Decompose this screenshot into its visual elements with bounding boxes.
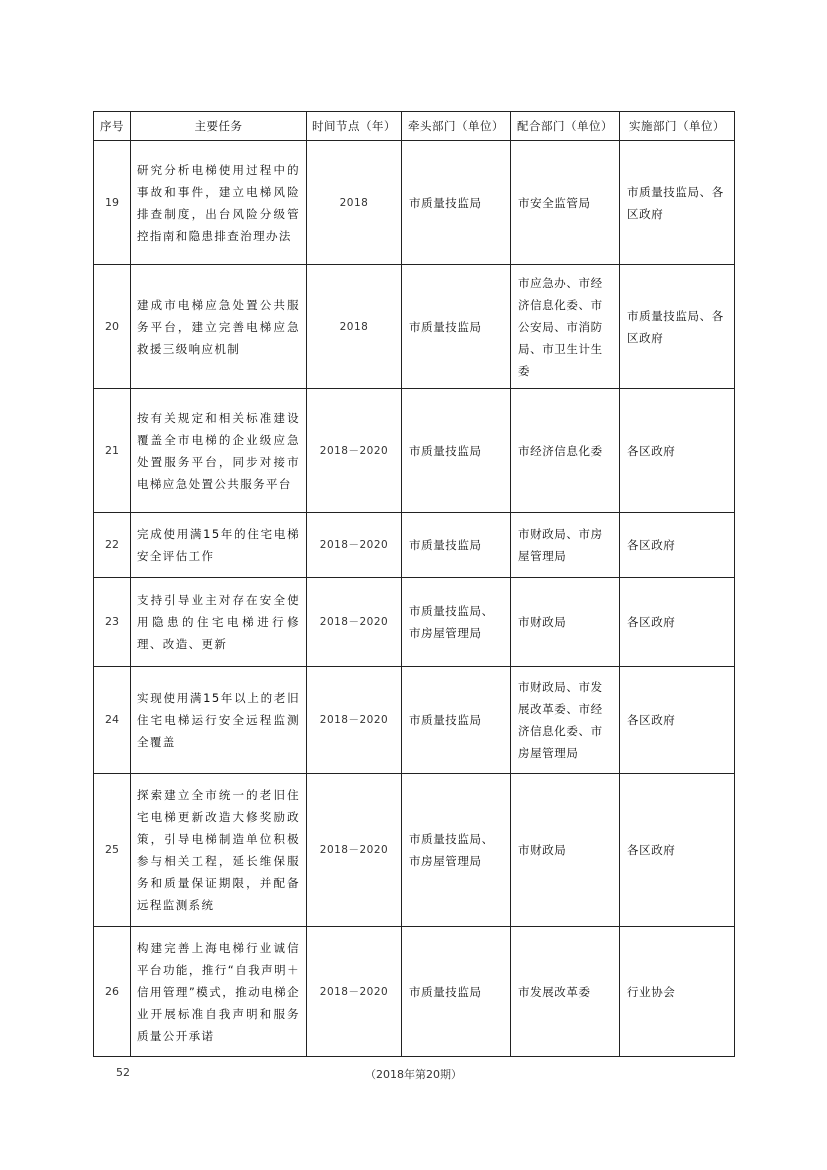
row-number: 21 [94,389,131,513]
table-row [94,774,735,927]
row-coop-dept: 市财政局、市房屋管理局 [511,513,620,578]
row-number: 19 [94,141,131,265]
tasks-table [93,111,735,1057]
row-lead-dept: 市质量技监局 [402,927,511,1057]
row-impl-dept: 行业协会 [620,927,735,1057]
row-task: 探索建立全市统一的老旧住宅电梯更新改造大修奖励政策，引导电梯制造单位积极参与相关工程，延长维保服务和质量保证期限，并配备远程监测系统 [131,774,307,927]
row-coop-dept: 市财政局 [511,578,620,667]
header-impl: 实施部门（单位） [620,112,735,141]
row-lead-dept: 市质量技监局、市房屋管理局 [402,774,511,927]
row-coop-dept: 市财政局 [511,774,620,927]
table-row [94,927,735,1057]
header-time: 时间节点（年） [307,112,402,141]
row-impl-dept: 市质量技监局、各区政府 [620,265,735,389]
header-lead: 牵头部门（单位） [402,112,511,141]
row-lead-dept: 市质量技监局 [402,389,511,513]
row-coop-dept: 市安全监管局 [511,141,620,265]
row-impl-dept: 各区政府 [620,667,735,774]
row-time: 2018－2020 [307,667,402,774]
row-lead-dept: 市质量技监局 [402,265,511,389]
row-task: 构建完善上海电梯行业诚信平台功能，推行“自我声明＋信用管理”模式，推动电梯企业开展标准自我声明和服务质量公开承诺 [131,927,307,1057]
row-number: 24 [94,667,131,774]
row-task: 实现使用满15年以上的老旧住宅电梯运行安全远程监测全覆盖 [131,667,307,774]
table-row [94,141,735,265]
row-task: 建成市电梯应急处置公共服务平台，建立完善电梯应急救援三级响应机制 [131,265,307,389]
row-task: 支持引导业主对存在安全使用隐患的住宅电梯进行修理、改造、更新 [131,578,307,667]
header-task: 主要任务 [131,112,307,141]
row-number: 20 [94,265,131,389]
row-task: 按有关规定和相关标准建设覆盖全市电梯的企业级应急处置服务平台，同步对接市电梯应急处置公共服务平台 [131,389,307,513]
row-lead-dept: 市质量技监局 [402,141,511,265]
table-row [94,667,735,774]
row-time: 2018－2020 [307,774,402,927]
row-number: 22 [94,513,131,578]
row-time: 2018－2020 [307,578,402,667]
row-coop-dept: 市发展改革委 [511,927,620,1057]
table-row [94,513,735,578]
row-time: 2018 [307,265,402,389]
issue-label: （2018年第20期） [365,1068,462,1081]
row-number: 25 [94,774,131,927]
row-time: 2018－2020 [307,389,402,513]
page-footer [0,1066,827,1086]
row-impl-dept: 各区政府 [620,774,735,927]
table-row [94,578,735,667]
row-time: 2018 [307,141,402,265]
row-lead-dept: 市质量技监局 [402,513,511,578]
page-number: 52 [116,1066,130,1079]
row-task: 研究分析电梯使用过程中的事故和事件，建立电梯风险排查制度，出台风险分级管控指南和隐患排查治理办法 [131,141,307,265]
row-lead-dept: 市质量技监局 [402,667,511,774]
table-row [94,389,735,513]
table-row [94,265,735,389]
row-time: 2018－2020 [307,927,402,1057]
row-impl-dept: 各区政府 [620,513,735,578]
row-impl-dept: 市质量技监局、各区政府 [620,141,735,265]
row-number: 23 [94,578,131,667]
header-coop: 配合部门（单位） [511,112,620,141]
header-num: 序号 [94,112,131,141]
row-coop-dept: 市经济信息化委 [511,389,620,513]
table-header-row [94,112,735,141]
row-lead-dept: 市质量技监局、市房屋管理局 [402,578,511,667]
row-impl-dept: 各区政府 [620,389,735,513]
row-task: 完成使用满15年的住宅电梯安全评估工作 [131,513,307,578]
row-coop-dept: 市应急办、市经济信息化委、市公安局、市消防局、市卫生计生委 [511,265,620,389]
row-number: 26 [94,927,131,1057]
row-impl-dept: 各区政府 [620,578,735,667]
row-time: 2018－2020 [307,513,402,578]
row-coop-dept: 市财政局、市发展改革委、市经济信息化委、市房屋管理局 [511,667,620,774]
